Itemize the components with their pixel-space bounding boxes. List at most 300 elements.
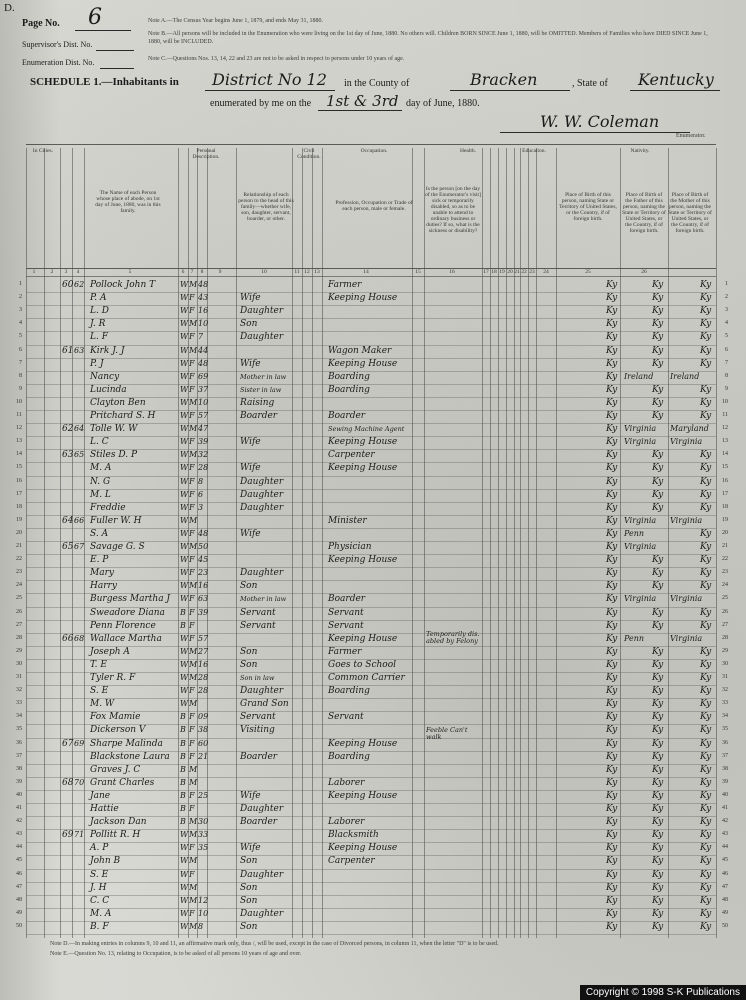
birthplace-cell: Ky — [606, 738, 618, 749]
row-number: 17 — [16, 490, 22, 497]
occupation-cell: Keeping House — [328, 843, 398, 854]
enumerated-value: 1st & 3rd — [326, 92, 399, 110]
family-number: 71 — [74, 830, 85, 840]
father-birthplace-cell: Ireland — [624, 371, 654, 381]
father-birthplace-cell: Ky — [652, 358, 664, 369]
race-cell: W — [180, 895, 189, 905]
father-birthplace-cell: Ky — [652, 319, 664, 330]
dwelling-number: 63 — [62, 450, 74, 461]
father-birthplace-cell: Ky — [652, 882, 664, 893]
age-cell: 27 — [198, 646, 209, 656]
birthplace-cell: Ky — [606, 686, 618, 697]
birthplace-cell: Ky — [606, 306, 618, 317]
race-cell: W — [180, 358, 189, 368]
sex-cell: F — [189, 908, 195, 918]
row-number: 28 — [16, 634, 22, 641]
row-number: 26 — [16, 608, 22, 615]
sex-cell: F — [189, 594, 195, 604]
mother-birthplace-cell: Ky — [700, 804, 712, 814]
age-cell: 39 — [198, 607, 209, 617]
mother-birthplace-cell: Ky — [700, 319, 712, 330]
person-name: P. J — [90, 358, 104, 369]
age-cell: 28 — [198, 463, 209, 473]
relationship-cell: Grand Son — [240, 699, 289, 710]
father-birthplace-cell: Ky — [652, 345, 664, 356]
mother-birthplace-cell: Ky — [700, 908, 712, 919]
birthplace-cell: Ky — [606, 764, 618, 775]
row-number: 38 — [16, 765, 22, 772]
father-birthplace-cell: Ky — [652, 620, 664, 631]
father-birthplace-cell: Ky — [652, 673, 664, 683]
father-birthplace-cell: Ky — [652, 830, 664, 841]
relationship-cell: Daughter — [240, 804, 284, 814]
sex-cell: M — [189, 581, 198, 591]
age-cell: 10 — [198, 908, 209, 918]
person-name: J. H — [90, 882, 107, 893]
person-name: Harry — [90, 581, 117, 592]
relationship-cell: Son in law — [240, 674, 275, 682]
column-rule — [536, 148, 537, 938]
row-number-right: 38 — [722, 765, 728, 772]
birthplace-cell: Ky — [606, 371, 618, 382]
race-cell: W — [180, 450, 189, 460]
father-birthplace-cell: Ky — [652, 790, 664, 801]
relationship-cell: Daughter — [240, 476, 284, 487]
sex-cell: M — [189, 345, 198, 355]
age-cell: 50 — [198, 542, 209, 551]
person-name: Sharpe Malinda — [90, 738, 163, 749]
person-name: Pollitt R. H — [90, 830, 141, 841]
family-number: 66 — [74, 515, 85, 525]
age-cell: 28 — [198, 686, 209, 696]
row-number-right: 22 — [722, 556, 728, 563]
sex-cell: M — [189, 673, 198, 682]
race-cell: W — [180, 384, 189, 394]
row-number: 43 — [16, 831, 22, 838]
father-birthplace-cell: Ky — [652, 843, 664, 854]
sex-cell: F — [189, 869, 195, 879]
column-number: 9 — [218, 269, 222, 275]
occupation-cell: Minister — [328, 515, 367, 526]
mother-birthplace-cell: Ky — [700, 882, 712, 893]
mother-birthplace-cell: Ky — [700, 843, 712, 854]
person-name: Freddie — [90, 502, 126, 513]
mother-birthplace-cell: Ky — [700, 528, 712, 539]
birthplace-cell: Ky — [606, 830, 618, 841]
mother-birthplace-cell: Ky — [700, 345, 712, 356]
mother-birthplace-cell: Virginia — [670, 594, 703, 604]
dwelling-number: 69 — [62, 830, 74, 841]
row-number-right: 2 — [725, 294, 728, 301]
person-name: L. F — [90, 332, 108, 343]
father-birthplace-cell: Ky — [652, 895, 664, 906]
occupation-cell: Blacksmith — [328, 830, 379, 841]
mother-birthplace-cell: Virginia — [670, 633, 703, 643]
row-number: 37 — [16, 752, 22, 759]
birthplace-cell: Ky — [606, 489, 618, 500]
row-number-right: 4 — [725, 320, 728, 327]
age-cell: 23 — [198, 568, 209, 578]
birthplace-cell: Ky — [606, 528, 618, 539]
relationship-cell: Son — [240, 659, 258, 670]
race-cell: W — [180, 515, 189, 525]
birthplace-cell: Ky — [606, 712, 618, 723]
row-number-right: 8 — [725, 372, 728, 379]
column-number: 1 — [32, 269, 36, 275]
occupation-cell: Boarding — [328, 384, 370, 395]
column-rule — [506, 148, 507, 938]
column-number: 13 — [314, 269, 320, 275]
sex-cell: F — [189, 371, 195, 381]
race-cell: W — [180, 345, 189, 355]
person-name: Nancy — [90, 371, 120, 382]
relationship-cell: Daughter — [240, 908, 284, 919]
father-birthplace-cell: Ky — [652, 686, 664, 697]
mother-birthplace-cell: Ky — [700, 542, 712, 552]
relationship-cell: Wife — [240, 528, 261, 539]
col-head-relationship: Relationship of each person to the head of this family—whether wife, son, daughter, servant, boarder, or other. — [238, 192, 294, 222]
row-number: 50 — [16, 922, 22, 929]
age-cell: 3 — [198, 502, 204, 512]
column-number: 26 — [641, 269, 647, 275]
column-rule — [322, 148, 323, 938]
row-number-right: 26 — [722, 608, 728, 615]
age-cell: 47 — [198, 424, 209, 434]
sex-cell: F — [189, 843, 195, 853]
column-rule — [620, 148, 621, 938]
person-name: Savage G. S — [90, 542, 145, 552]
person-name: S. E — [90, 869, 109, 880]
county-value: Bracken — [470, 70, 538, 89]
row-number-right: 34 — [722, 713, 728, 720]
column-rule — [236, 148, 237, 938]
row-number: 41 — [16, 805, 22, 811]
occupation-cell: Keeping House — [328, 738, 398, 749]
row-number-right: 48 — [722, 896, 728, 903]
sex-cell: M — [189, 659, 198, 669]
age-cell: 16 — [198, 306, 209, 316]
sex-cell: F — [189, 489, 195, 499]
sex-cell: M — [189, 895, 198, 905]
race-cell: B — [180, 712, 186, 722]
person-name: Dickerson V — [90, 725, 146, 736]
mother-birthplace-cell: Ky — [700, 790, 712, 801]
age-cell: 16 — [198, 581, 209, 591]
relationship-cell: Son — [240, 581, 258, 592]
birthplace-cell: Ky — [606, 581, 618, 592]
age-cell: 10 — [198, 397, 209, 407]
birthplace-cell: Ky — [606, 895, 618, 906]
person-name: Hattie — [90, 804, 119, 814]
column-rule — [424, 148, 425, 938]
district-value: District No 12 — [212, 70, 327, 89]
person-name: M. A — [90, 463, 112, 474]
birthplace-cell: Ky — [606, 843, 618, 854]
column-number: 18 — [491, 269, 497, 275]
row-number-right: 35 — [722, 726, 728, 733]
father-birthplace-cell: Virginia — [624, 515, 657, 525]
page-number: 6 — [88, 5, 102, 30]
row-number: 27 — [16, 621, 22, 628]
relationship-cell: Daughter — [240, 332, 284, 343]
col-head-health-sub: Is the person [on the day of the Enumerator's visit] sick or temporarily disabled, so as to be unable to attend to ordinary business or duties? If so, what is the sickness or disability? — [425, 186, 481, 234]
father-birthplace-cell: Ky — [652, 607, 664, 618]
relationship-cell: Son — [240, 856, 258, 867]
person-name: Penn Florence — [90, 620, 156, 631]
race-cell: W — [180, 528, 189, 538]
person-name: E. P — [90, 555, 109, 566]
row-number: 7 — [19, 359, 22, 366]
row-number: 16 — [16, 477, 22, 484]
birthplace-cell: Ky — [606, 280, 618, 290]
row-number-right: 43 — [722, 831, 728, 838]
row-number-right: 45 — [722, 857, 728, 864]
relationship-cell: Daughter — [240, 502, 284, 513]
column-rule — [412, 148, 413, 938]
person-name: Kirk J. J — [90, 345, 125, 356]
age-cell: 57 — [198, 411, 209, 420]
occupation-cell: Keeping House — [328, 555, 398, 566]
sex-cell: M — [189, 319, 198, 329]
row-number-right: 15 — [722, 464, 728, 471]
mother-birthplace-cell: Ky — [700, 686, 712, 697]
age-cell: 33 — [198, 830, 209, 840]
birthplace-cell: Ky — [606, 463, 618, 474]
age-cell: 48 — [198, 528, 209, 538]
col-head-birth-father: Place of Birth of the Father of this person, naming the State or Territory of United States, or the Country, if of foreign birth. — [622, 192, 666, 234]
supervisor-label: Supervisor's Dist. No. — [22, 40, 93, 49]
mother-birthplace-cell: Ky — [700, 738, 712, 749]
row-number-right: 29 — [722, 647, 728, 654]
birthplace-cell: Ky — [606, 411, 618, 421]
column-rule — [498, 148, 499, 938]
father-birthplace-cell: Ky — [652, 411, 664, 421]
father-birthplace-cell: Ky — [652, 293, 664, 304]
relationship-cell: Servant — [240, 620, 276, 631]
mother-birthplace-cell: Ky — [700, 830, 712, 841]
footnote-e: Note E.—Question No. 13, relating to Occupation, is to be asked of all persons 10 years of age and over. — [50, 951, 302, 957]
column-rule — [26, 148, 27, 938]
relationship-cell: Servant — [240, 607, 276, 618]
person-name: Jane — [90, 790, 111, 801]
sex-cell: M — [189, 777, 198, 787]
birthplace-cell: Ky — [606, 777, 618, 788]
row-number: 6 — [19, 346, 22, 353]
mother-birthplace-cell: Ky — [700, 921, 712, 932]
row-number-right: 10 — [722, 398, 728, 405]
sex-cell: F — [189, 620, 195, 630]
row-number: 40 — [16, 791, 22, 798]
race-cell: W — [180, 581, 189, 591]
person-name: Burgess Martha J — [90, 594, 171, 605]
birthplace-cell: Ky — [606, 856, 618, 867]
column-number: 19 — [499, 269, 505, 275]
row-number: 35 — [16, 726, 22, 733]
footnote-d: Note D.—In making entries in columns 9, 10 and 11, an affirmative mark only, thus /, will be used, except in the case of Divorced persons, in column 11, when the letter "D" is to be used. — [50, 941, 499, 947]
mother-birthplace-cell: Ky — [700, 555, 712, 566]
sex-cell: F — [189, 555, 195, 565]
col-head-personal: Personal Description. — [192, 148, 220, 160]
column-rule — [44, 148, 45, 938]
race-cell: W — [180, 555, 189, 565]
row-number: 18 — [16, 503, 22, 510]
row-number: 4 — [19, 320, 22, 327]
row-number: 3 — [19, 307, 22, 314]
mother-birthplace-cell: Maryland — [670, 424, 709, 434]
race-cell: W — [180, 686, 189, 696]
sex-cell: F — [189, 384, 195, 394]
race-cell: W — [180, 869, 189, 879]
row-number-right: 47 — [722, 883, 728, 890]
row-number: 48 — [16, 896, 22, 903]
race-cell: W — [180, 659, 189, 669]
row-number: 47 — [16, 883, 22, 890]
sex-cell: F — [189, 502, 195, 512]
father-birthplace-cell: Virginia — [624, 437, 657, 447]
person-name: Blackstone Laura — [90, 751, 170, 762]
race-cell: W — [180, 830, 189, 840]
row-number: 8 — [19, 372, 22, 379]
sex-cell: F — [189, 411, 195, 420]
row-number: 45 — [16, 857, 22, 864]
race-cell: W — [180, 371, 189, 381]
mother-birthplace-cell: Ky — [700, 280, 712, 290]
race-cell: W — [180, 921, 189, 931]
race-cell: W — [180, 397, 189, 407]
age-cell: 8 — [198, 476, 204, 486]
dwelling-number: 64 — [62, 515, 74, 526]
dwelling-number: 67 — [62, 738, 74, 749]
father-birthplace-cell: Ky — [652, 908, 664, 919]
person-name: Pollock John T — [90, 280, 156, 290]
race-cell: B — [180, 804, 186, 813]
row-number-right: 16 — [722, 477, 728, 484]
column-rule — [556, 148, 557, 938]
occupation-cell: Servant — [328, 712, 364, 723]
person-name: Tolle W. W — [90, 424, 138, 435]
occupation-cell: Servant — [328, 620, 364, 631]
birthplace-cell: Ky — [606, 646, 618, 657]
person-name: C. C — [90, 895, 110, 906]
row-number-right: 30 — [722, 660, 728, 667]
row-number-right: 9 — [725, 385, 728, 392]
occupation-cell: Keeping House — [328, 633, 398, 644]
occupation-cell: Farmer — [328, 646, 362, 657]
relationship-cell: Visiting — [240, 725, 275, 736]
county-label: in the County of — [344, 78, 410, 89]
relationship-cell: Son — [240, 319, 258, 330]
race-cell: W — [180, 293, 189, 303]
person-name: John B — [90, 856, 121, 867]
birthplace-cell: Ky — [606, 790, 618, 801]
sex-cell: F — [189, 306, 195, 316]
father-birthplace-cell: Ky — [652, 397, 664, 408]
row-number-right: 28 — [722, 634, 728, 641]
column-rule — [178, 148, 179, 938]
occupation-cell: Farmer — [328, 280, 362, 290]
sex-cell: F — [189, 686, 195, 696]
row-number: 22 — [16, 556, 22, 563]
column-number: 8 — [200, 269, 204, 275]
family-number: 64 — [74, 424, 85, 434]
father-birthplace-cell: Ky — [652, 280, 664, 290]
race-cell: W — [180, 306, 189, 316]
age-cell: 44 — [198, 345, 209, 355]
occupation-cell: Keeping House — [328, 790, 398, 801]
relationship-cell: Son — [240, 921, 258, 932]
age-cell: 12 — [198, 895, 209, 905]
relationship-cell: Daughter — [240, 489, 284, 500]
occupation-cell: Sewing Machine Agent — [328, 425, 405, 434]
column-rule — [716, 148, 717, 938]
occupation-cell: Carpenter — [328, 856, 375, 867]
column-number: 15 — [415, 269, 421, 275]
row-number-right: 37 — [722, 752, 728, 759]
row-number: 49 — [16, 909, 22, 916]
birthplace-cell: Ky — [606, 659, 618, 670]
occupation-cell: Common Carrier — [328, 673, 405, 683]
relationship-cell: Wife — [240, 463, 261, 474]
age-cell: 48 — [198, 280, 209, 289]
sex-cell: M — [189, 830, 198, 840]
birthplace-cell: Ky — [606, 594, 618, 605]
copyright-banner: Copyright © 1998 S-K Publications — [580, 985, 746, 1000]
person-name: B. F — [90, 921, 109, 932]
relationship-cell: Servant — [240, 712, 276, 723]
age-cell: 43 — [198, 293, 209, 303]
mother-birthplace-cell: Ky — [700, 725, 712, 736]
row-number: 2 — [19, 294, 22, 301]
race-cell: W — [180, 646, 189, 656]
age-cell: 30 — [198, 817, 209, 827]
relationship-cell: Wife — [240, 437, 261, 448]
father-birthplace-cell: Ky — [652, 489, 664, 500]
occupation-cell: Boarding — [328, 686, 370, 697]
person-name: S. E — [90, 686, 109, 697]
person-name: Wallace Martha — [90, 633, 162, 644]
person-name: Graves J. C — [90, 764, 141, 775]
race-cell: W — [180, 424, 189, 434]
row-number: 39 — [16, 778, 22, 785]
row-number: 36 — [16, 739, 22, 746]
mother-birthplace-cell: Ky — [700, 489, 712, 500]
dwelling-number: 62 — [62, 424, 74, 435]
column-number: 6 — [181, 269, 185, 275]
column-rule — [60, 148, 61, 938]
age-cell: 21 — [198, 751, 209, 761]
sex-cell: M — [189, 699, 198, 709]
dwelling-number: 66 — [62, 633, 74, 644]
family-number: 67 — [74, 542, 85, 551]
birthplace-cell: Ky — [606, 804, 618, 814]
birthplace-cell: Ky — [606, 751, 618, 762]
person-name: Grant Charles — [90, 777, 155, 788]
schedule-label: SCHEDULE 1.—Inhabitants in — [30, 76, 179, 88]
person-name: T. E — [90, 659, 107, 670]
race-cell: W — [180, 332, 189, 342]
mother-birthplace-cell: Ky — [700, 659, 712, 670]
mother-birthplace-cell: Ky — [700, 358, 712, 369]
row-number-right: 44 — [722, 844, 728, 851]
race-cell: W — [180, 882, 189, 892]
occupation-cell: Servant — [328, 607, 364, 618]
race-cell: B — [180, 725, 186, 735]
birthplace-cell: Ky — [606, 542, 618, 552]
birthplace-cell: Ky — [606, 358, 618, 369]
person-name: Jackson Dan — [90, 817, 147, 828]
race-cell: W — [180, 699, 189, 709]
col-head-health: Health. — [459, 148, 477, 154]
